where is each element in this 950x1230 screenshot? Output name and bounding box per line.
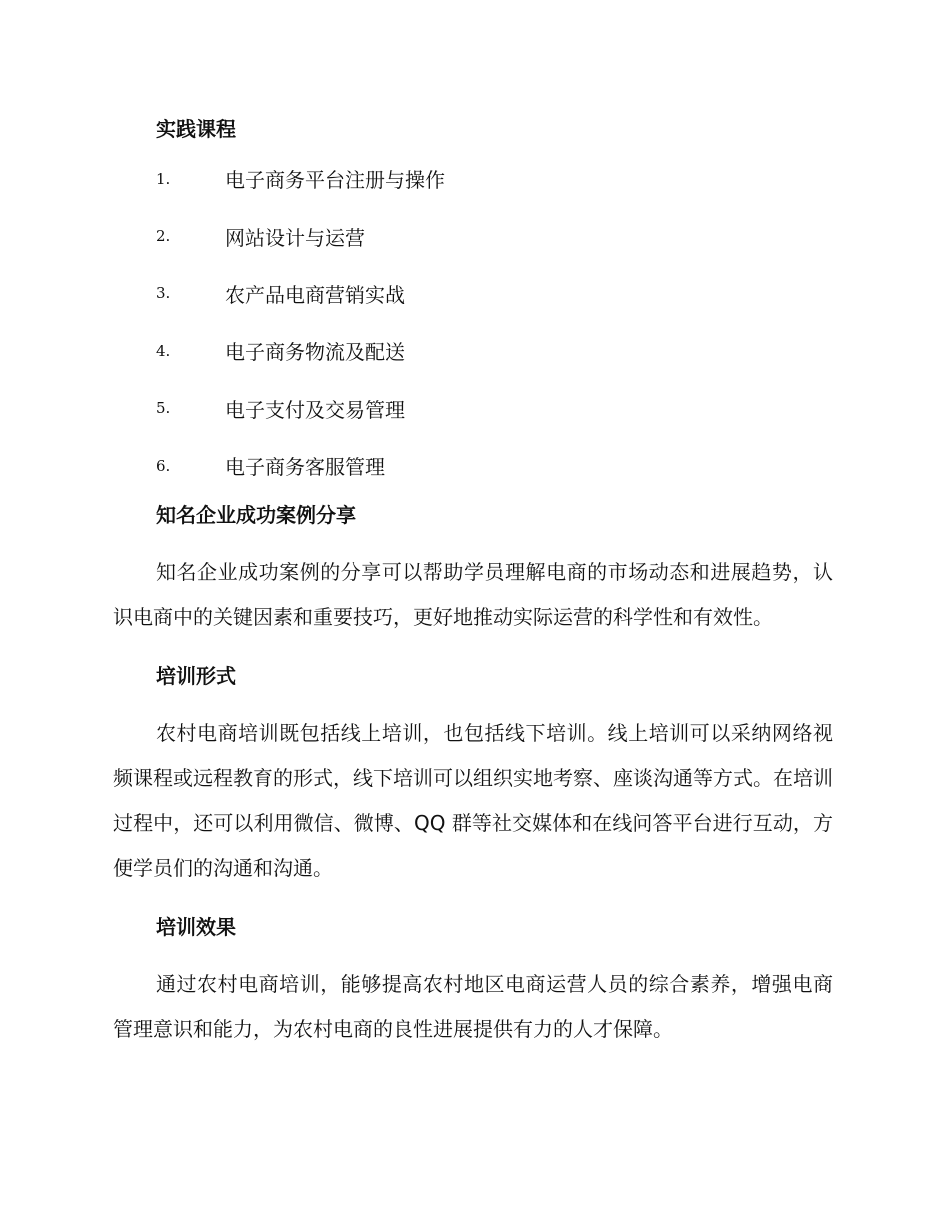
section-heading-format: 培训形式 (156, 664, 236, 689)
list-number: 3. (156, 284, 171, 303)
list-number: 5. (156, 399, 171, 418)
section-paragraph-format: 农村电商培训既包括线上培训，也包括线下培训。线上培训可以采纳网络视频课程或远程教育的形式，线下培训可以组织实地考察、座谈沟通等方式。在培训过程中，还可以利用微信、微博、QQ 群等社交媒体和在线问答平台进行互动，方便学员们的沟通和沟通。 (113, 721, 833, 881)
list-text: 电子支付及交易管理 (225, 397, 405, 422)
list-item (113, 380, 833, 437)
list-text: 网站设计与运营 (225, 225, 365, 250)
practice-course-list (113, 150, 833, 494)
list-item (113, 265, 833, 322)
list-number: 4. (156, 341, 171, 360)
section-heading-cases: 知名企业成功案例分享 (156, 503, 356, 528)
list-text: 电子商务客服管理 (225, 455, 385, 480)
section-heading-practice: 实践课程 (156, 117, 236, 141)
section-heading-effect: 培训效果 (156, 915, 236, 940)
list-item (113, 150, 833, 207)
section-paragraph-effect: 通过农村电商培训，能够提高农村地区电商运营人员的综合素养，增强电商管理意识和能力，为农村电商的良性进展提供有力的人才保障。 (113, 972, 833, 1042)
list-text: 电子商务平台注册与操作 (225, 168, 445, 193)
list-item (113, 207, 833, 264)
list-item (113, 322, 833, 379)
list-number: 1. (156, 169, 171, 188)
document-page (113, 108, 833, 1052)
list-number: 2. (156, 227, 171, 246)
list-item (113, 437, 833, 494)
list-text: 农产品电商营销实战 (225, 282, 405, 307)
list-number: 6. (156, 456, 171, 475)
list-text: 电子商务物流及配送 (225, 340, 405, 365)
section-paragraph-cases: 知名企业成功案例的分享可以帮助学员理解电商的市场动态和进展趋势，认识电商中的关键因素和重要技巧，更好地推动实际运营的科学性和有效性。 (113, 560, 833, 630)
